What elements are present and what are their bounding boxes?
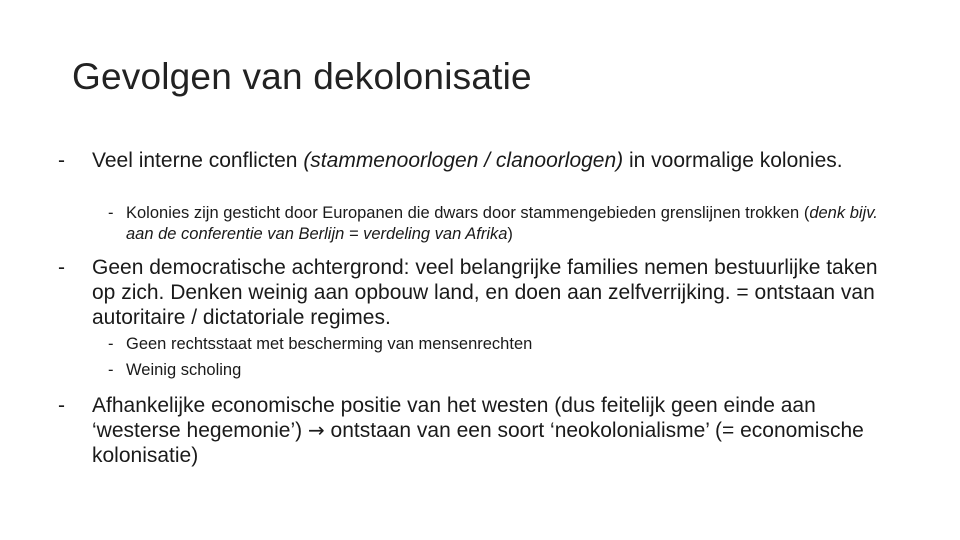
sub-bullet-text: Weinig scholing <box>126 361 242 379</box>
italic-run: denk bijv. aan de conferentie van Berlijn = verdeling van Afrika <box>126 204 878 243</box>
bullet-conflicts <box>56 148 896 173</box>
text-run: Afhankelijke economische positie van het westen (dus feitelijk geen einde aan ‘westerse hegemonie’) <box>92 394 816 442</box>
text-run: Veel interne conflicten <box>92 149 304 172</box>
text-run: Kolonies zijn gesticht door Europanen die dwars door stammengebieden grenslijnen trokken ( <box>126 204 810 222</box>
sub-bullet-rule-of-law <box>108 334 898 355</box>
text-run: ) <box>507 225 513 243</box>
bullet-marker: - <box>108 204 114 222</box>
sub-bullet-text: Geen rechtsstaat met bescherming van mensenrechten <box>126 335 533 353</box>
bullet-text <box>92 148 896 173</box>
bullet-marker: - <box>58 256 65 279</box>
arrow-right-icon: → <box>307 418 325 442</box>
bullet-text <box>92 393 896 468</box>
sub-bullet-text <box>126 203 898 245</box>
bullet-economic-dependence <box>56 393 896 468</box>
bullet-democracy <box>56 255 896 330</box>
sub-bullet-education <box>108 360 898 381</box>
bullet-marker: - <box>58 394 65 417</box>
bullet-marker: - <box>58 149 65 172</box>
italic-run: (stammenoorlogen / clanoorlogen) <box>303 149 624 172</box>
slide-title: Gevolgen van dekolonisatie <box>72 56 532 97</box>
text-run: in voormalige kolonies. <box>623 149 843 172</box>
text-run: ontstaan van een soort ‘neokolonialisme’ (= economische kolonisatie) <box>92 419 864 467</box>
bullet-marker: - <box>108 335 114 353</box>
bullet-marker: - <box>108 361 114 379</box>
bullet-text: Geen democratische achtergrond: veel belangrijke families nemen bestuurlijke taken op zich. Denken weinig aan opbouw land, en doen aan zelfverrijking. = ontstaan van autoritaire / dictatoriale regimes. <box>92 256 878 329</box>
sub-bullet-colonies <box>108 203 898 245</box>
